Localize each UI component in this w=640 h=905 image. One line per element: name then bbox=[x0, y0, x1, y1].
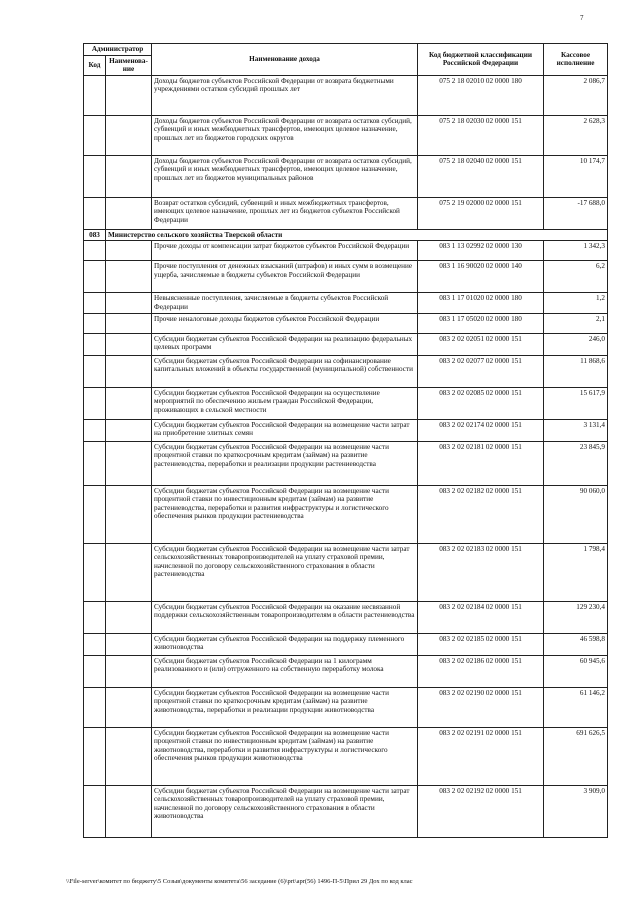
table-row bbox=[84, 687, 608, 727]
table-row bbox=[84, 197, 608, 229]
admin-code-cell bbox=[84, 115, 106, 155]
header-kbk: Код бюджетной классификации Российской Федерации bbox=[418, 44, 544, 76]
admin-code-cell bbox=[84, 241, 106, 261]
kbk-cell: 083 2 02 02174 02 0000 151 bbox=[418, 419, 544, 441]
budget-income-table bbox=[83, 43, 608, 838]
admin-code-cell bbox=[84, 633, 106, 655]
table-row bbox=[84, 115, 608, 155]
admin-code-cell bbox=[84, 543, 106, 601]
table-row bbox=[84, 601, 608, 633]
kbk-cell: 083 2 02 02186 02 0000 151 bbox=[418, 655, 544, 687]
income-name-cell: Субсидии бюджетам субъектов Российской Федерации на возмещение части процентной ставки по краткосрочным кредитам (займам) на развитие животноводства, переработки и реализации продукции животноводства bbox=[152, 687, 418, 727]
amount-cell: 61 146,2 bbox=[544, 687, 608, 727]
kbk-cell: 083 1 17 01020 02 0000 180 bbox=[418, 293, 544, 313]
amount-cell: 3 909,0 bbox=[544, 785, 608, 837]
kbk-cell: 075 2 18 02040 02 0000 151 bbox=[418, 155, 544, 197]
kbk-cell: 083 2 02 02182 02 0000 151 bbox=[418, 485, 544, 543]
income-name-cell: Невыясненные поступления, зачисляемые в бюджеты субъектов Российской Федерации bbox=[152, 293, 418, 313]
admin-code-cell bbox=[84, 419, 106, 441]
admin-name-cell bbox=[106, 313, 152, 333]
kbk-cell: 075 2 18 02010 02 0000 180 bbox=[418, 75, 544, 115]
kbk-cell: 083 2 02 02184 02 0000 151 bbox=[418, 601, 544, 633]
table-row bbox=[84, 387, 608, 419]
income-name-cell: Субсидии бюджетам субъектов Российской Федерации на реализацию федеральных целевых программ bbox=[152, 333, 418, 355]
admin-code-cell bbox=[84, 75, 106, 115]
admin-name-cell bbox=[106, 601, 152, 633]
admin-name-cell bbox=[106, 785, 152, 837]
admin-code-cell bbox=[84, 601, 106, 633]
income-name-cell: Субсидии бюджетам субъектов Российской Федерации на возмещение части затрат на приобретение элитных семян bbox=[152, 419, 418, 441]
table-row bbox=[84, 229, 608, 241]
file-path-footer: \\File-server\комитет по бюджету\5 Созыв\документы комитета\56 заседание (6)\prt\apr(56) 1496-П-5\Прил 29 Дох по код клас bbox=[66, 878, 413, 885]
table-header bbox=[84, 44, 608, 76]
admin-name-cell: Министерство сельского хозяйства Тверской области bbox=[106, 229, 608, 241]
table-row bbox=[84, 241, 608, 261]
amount-cell: 1 798,4 bbox=[544, 543, 608, 601]
kbk-cell: 075 2 18 02030 02 0000 151 bbox=[418, 115, 544, 155]
amount-cell: 10 174,7 bbox=[544, 155, 608, 197]
income-name-cell: Субсидии бюджетам субъектов Российской Федерации на возмещение части затрат сельскохозяйственных товаропроизводителей на уплату страховой премии, начисленной по договору сельскохозяйственного страхования в области растениеводства bbox=[152, 543, 418, 601]
table-row bbox=[84, 333, 608, 355]
admin-code-cell bbox=[84, 387, 106, 419]
admin-code-cell bbox=[84, 485, 106, 543]
kbk-cell: 083 2 02 02085 02 0000 151 bbox=[418, 387, 544, 419]
table-row bbox=[84, 785, 608, 837]
header-administrator: Администратор bbox=[84, 44, 152, 56]
amount-cell: 129 230,4 bbox=[544, 601, 608, 633]
amount-cell: 1 342,3 bbox=[544, 241, 608, 261]
header-amount: Кассовое исполнение bbox=[544, 44, 608, 76]
income-name-cell: Субсидии бюджетам субъектов Российской Федерации на возмещение части процентной ставки по краткосрочным кредитам (займам) на развитие растениеводства, переработки и реализации продукции растениеводства bbox=[152, 441, 418, 485]
amount-cell: 6,2 bbox=[544, 261, 608, 293]
admin-name-cell bbox=[106, 655, 152, 687]
kbk-cell: 083 2 02 02185 02 0000 151 bbox=[418, 633, 544, 655]
admin-name-cell bbox=[106, 633, 152, 655]
table-row bbox=[84, 485, 608, 543]
table-row bbox=[84, 313, 608, 333]
table-row bbox=[84, 419, 608, 441]
income-name-cell: Субсидии бюджетам субъектов Российской Федерации на возмещение части процентной ставки по инвестиционным кредитам (займам) на развитие животноводства, переработки и развития инфраструктуры и логистического обеспечения рынков продукции животноводства bbox=[152, 727, 418, 785]
income-name-cell: Доходы бюджетов субъектов Российской Федерации от возврата остатков субсидий, субвенций и иных межбюджетных трансфертов, имеющих целевое назначение, прошлых лет из бюджетов муниципальных районов bbox=[152, 155, 418, 197]
income-name-cell: Субсидии бюджетам субъектов Российской Федерации на софинансирование капитальных вложений в объекты государственной (муниципальной) собственности bbox=[152, 355, 418, 387]
income-name-cell: Доходы бюджетов субъектов Российской Федерации от возврата остатков субсидий, субвенций и иных межбюджетных трансфертов, имеющих целевое назначение, прошлых лет из бюджетов городских округов bbox=[152, 115, 418, 155]
income-name-cell: Возврат остатков субсидий, субвенций и иных межбюджетных трансфертов, имеющих целевое назначение, прошлых лет из бюджетов субъектов Российской Федерации bbox=[152, 197, 418, 229]
admin-code-cell bbox=[84, 261, 106, 293]
page-number: 7 bbox=[580, 14, 584, 22]
admin-name-cell bbox=[106, 485, 152, 543]
kbk-cell: 083 2 02 02077 02 0000 151 bbox=[418, 355, 544, 387]
table-row bbox=[84, 543, 608, 601]
income-name-cell: Прочие доходы от компенсации затрат бюджетов субъектов Российской Федерации bbox=[152, 241, 418, 261]
admin-code-cell bbox=[84, 441, 106, 485]
admin-name-cell bbox=[106, 261, 152, 293]
amount-cell: 46 598,8 bbox=[544, 633, 608, 655]
income-name-cell: Прочие неналоговые доходы бюджетов субъектов Российской Федерации bbox=[152, 313, 418, 333]
amount-cell: 1,2 bbox=[544, 293, 608, 313]
admin-code-cell bbox=[84, 727, 106, 785]
admin-name-cell bbox=[106, 293, 152, 313]
admin-name-cell bbox=[106, 441, 152, 485]
amount-cell: 11 868,6 bbox=[544, 355, 608, 387]
amount-cell: 691 626,5 bbox=[544, 727, 608, 785]
table-row bbox=[84, 75, 608, 115]
income-name-cell: Субсидии бюджетам субъектов Российской Федерации на 1 килограмм реализованного и (или) отгруженного на собственную переработку молока bbox=[152, 655, 418, 687]
admin-name-cell bbox=[106, 687, 152, 727]
amount-cell: 23 845,9 bbox=[544, 441, 608, 485]
income-name-cell: Субсидии бюджетам субъектов Российской Федерации на поддержку племенного животноводства bbox=[152, 633, 418, 655]
admin-code-cell bbox=[84, 313, 106, 333]
table-row bbox=[84, 261, 608, 293]
kbk-cell: 083 1 17 05020 02 0000 180 bbox=[418, 313, 544, 333]
table-row bbox=[84, 633, 608, 655]
income-name-cell: Субсидии бюджетам субъектов Российской Федерации на осуществление мероприятий по обеспечению жильем граждан Российской Федерации, проживающих в сельской местности bbox=[152, 387, 418, 419]
admin-name-cell bbox=[106, 387, 152, 419]
income-name-cell: Прочие поступления от денежных взысканий (штрафов) и иных сумм в возмещение ущерба, зачисляемые в бюджеты субъектов Российской Федерации bbox=[152, 261, 418, 293]
admin-code-cell: 083 bbox=[84, 229, 106, 241]
admin-name-cell bbox=[106, 543, 152, 601]
header-admin-name: Наименова-ние bbox=[106, 55, 152, 75]
table-row bbox=[84, 441, 608, 485]
admin-code-cell bbox=[84, 293, 106, 313]
kbk-cell: 083 2 02 02183 02 0000 151 bbox=[418, 543, 544, 601]
kbk-cell: 083 2 02 02190 02 0000 151 bbox=[418, 687, 544, 727]
admin-name-cell bbox=[106, 197, 152, 229]
admin-name-cell bbox=[106, 241, 152, 261]
amount-cell: 60 945,6 bbox=[544, 655, 608, 687]
admin-name-cell bbox=[106, 355, 152, 387]
table-row bbox=[84, 355, 608, 387]
kbk-cell: 083 2 02 02181 02 0000 151 bbox=[418, 441, 544, 485]
header-code: Код bbox=[84, 55, 106, 75]
header-income-name: Наименование дохода bbox=[152, 44, 418, 76]
kbk-cell: 083 1 13 02992 02 0000 130 bbox=[418, 241, 544, 261]
admin-code-cell bbox=[84, 197, 106, 229]
admin-name-cell bbox=[106, 75, 152, 115]
table-body bbox=[84, 75, 608, 837]
table-row bbox=[84, 727, 608, 785]
admin-code-cell bbox=[84, 785, 106, 837]
income-name-cell: Субсидии бюджетам субъектов Российской Федерации на оказание несвязанной поддержки сельскохозяйственным товаропроизводителям в области растениеводства bbox=[152, 601, 418, 633]
admin-name-cell bbox=[106, 333, 152, 355]
amount-cell: 246,0 bbox=[544, 333, 608, 355]
admin-name-cell bbox=[106, 727, 152, 785]
amount-cell: 2,1 bbox=[544, 313, 608, 333]
income-name-cell: Доходы бюджетов субъектов Российской Федерации от возврата бюджетными учреждениями остатков субсидий прошлых лет bbox=[152, 75, 418, 115]
amount-cell: 2 628,3 bbox=[544, 115, 608, 155]
admin-code-cell bbox=[84, 355, 106, 387]
table-row bbox=[84, 655, 608, 687]
table-row bbox=[84, 293, 608, 313]
admin-name-cell bbox=[106, 419, 152, 441]
admin-code-cell bbox=[84, 687, 106, 727]
admin-name-cell bbox=[106, 155, 152, 197]
admin-code-cell bbox=[84, 333, 106, 355]
amount-cell: 90 060,0 bbox=[544, 485, 608, 543]
table-row bbox=[84, 155, 608, 197]
income-name-cell: Субсидии бюджетам субъектов Российской Федерации на возмещение части затрат сельскохозяйственных товаропроизводителей на уплату страховой премии, начисленной по договору сельскохозяйственного страхования в области животноводства bbox=[152, 785, 418, 837]
admin-code-cell bbox=[84, 655, 106, 687]
kbk-cell: 083 2 02 02191 02 0000 151 bbox=[418, 727, 544, 785]
kbk-cell: 083 2 02 02192 02 0000 151 bbox=[418, 785, 544, 837]
income-name-cell: Субсидии бюджетам субъектов Российской Федерации на возмещение части процентной ставки по инвестиционным кредитам (займам) на развитие растениеводства, переработки и развития инфраструктуры и логистического обеспечения рынков продукции растениеводства bbox=[152, 485, 418, 543]
admin-name-cell bbox=[106, 115, 152, 155]
kbk-cell: 075 2 19 02000 02 0000 151 bbox=[418, 197, 544, 229]
admin-code-cell bbox=[84, 155, 106, 197]
amount-cell: 3 131,4 bbox=[544, 419, 608, 441]
amount-cell: -17 688,0 bbox=[544, 197, 608, 229]
kbk-cell: 083 2 02 02051 02 0000 151 bbox=[418, 333, 544, 355]
amount-cell: 2 086,7 bbox=[544, 75, 608, 115]
amount-cell: 15 617,9 bbox=[544, 387, 608, 419]
kbk-cell: 083 1 16 90020 02 0000 140 bbox=[418, 261, 544, 293]
